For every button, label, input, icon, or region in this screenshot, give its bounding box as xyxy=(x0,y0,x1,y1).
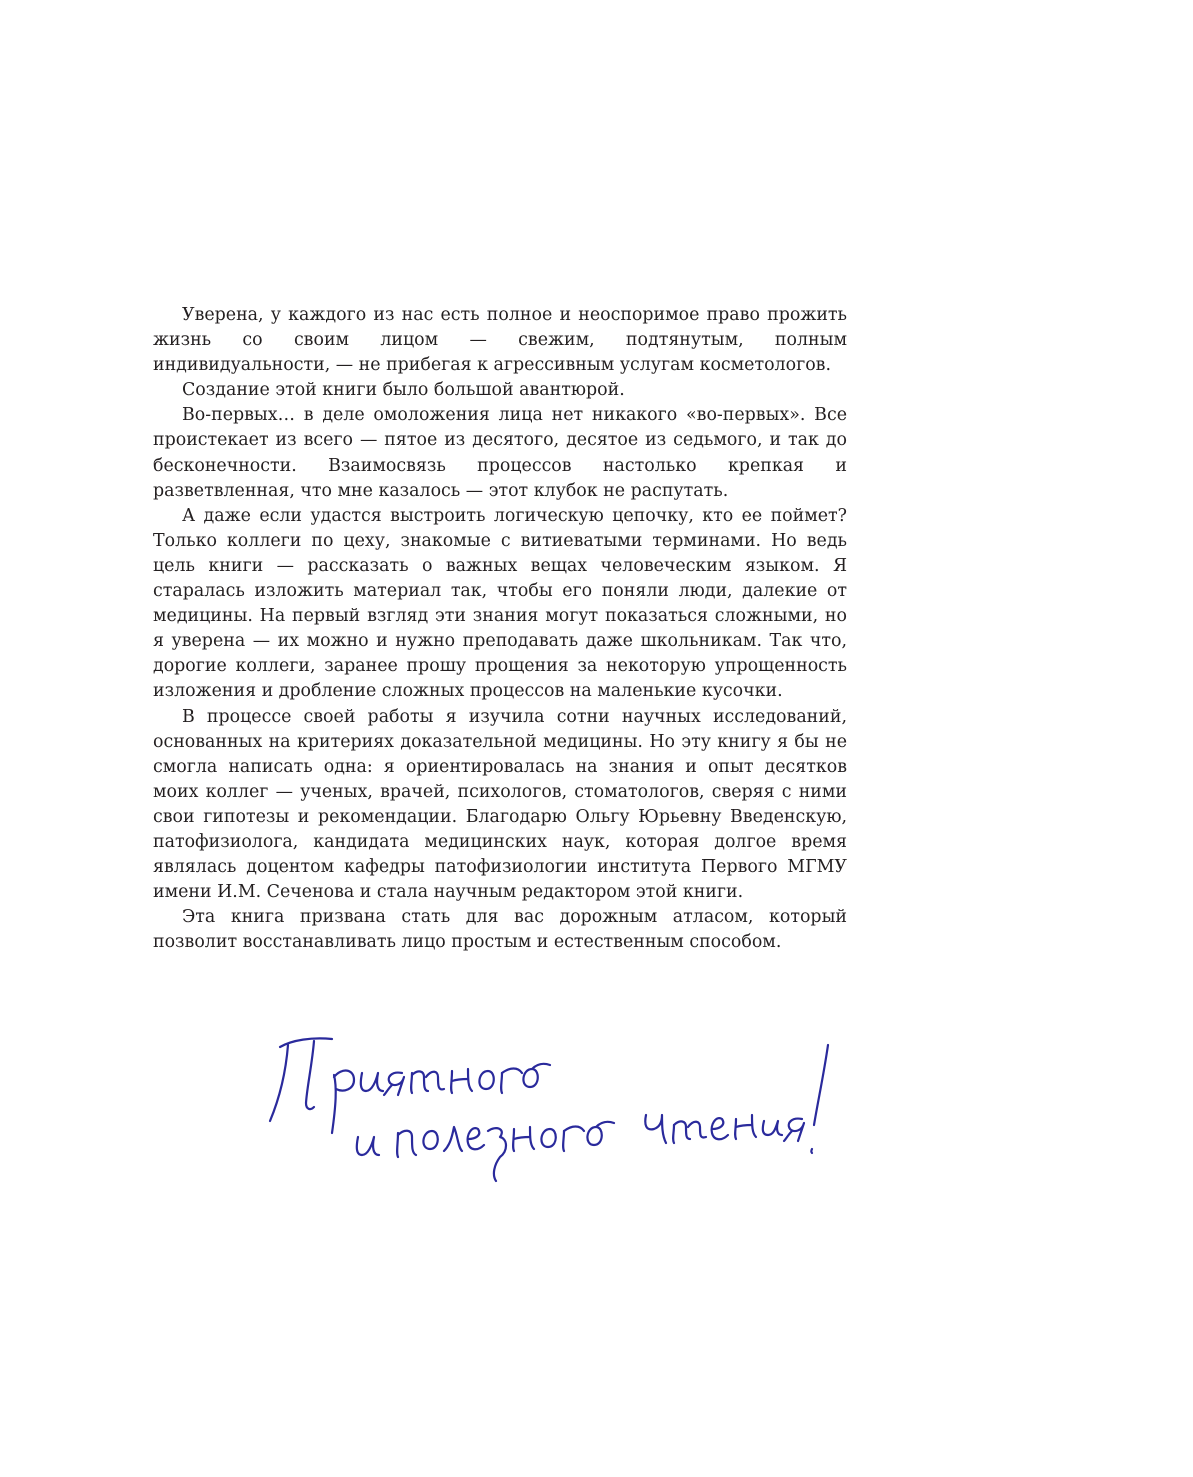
paragraph-1: Уверена, у каждого из нас есть полное и неоспоримое право прожить жизнь со своим лицом — свежим, подтянутым, полным индивидуальности, — не прибегая к агрессивным услугам косметологов. xyxy=(153,305,847,376)
signature-svg xyxy=(262,1025,842,1185)
signature-line-1 xyxy=(270,1038,550,1133)
paragraph-6: Эта книга призвана стать для вас дорожным атласом, который позволит восстанавливать лицо простым и естественным способом. xyxy=(153,907,847,953)
paragraph-4: А даже если удастся выстроить логическую цепочку, кто ее поймет? Только коллеги по цеху, знакомые с витиеватыми терминами. Но ведь цель книги — рассказать о важных вещах человеческим языком. Я старалась изложить материал так, чтобы его поняли люди, далекие от медицины. На первый взгляд эти знания могут показаться сложными, но я уверена — их можно и нужно преподавать даже школьникам. Так что, дорогие коллеги, заранее прошу прощения за некоторую упрощенность изложения и дробление сложных процессов на маленькие кусочки. xyxy=(153,505,847,702)
paragraph-3: Во-первых… в деле омоложения лица нет никакого «во-первых». Все проистекает из всего — пятое из десятого, десятое из седьмого, и так до бесконечности. Взаимосвязь процессов настолько крепкая и разветвленная, что мне казалось — этот клубок не распутать. xyxy=(153,405,847,501)
body-text xyxy=(153,303,847,955)
paragraph-2: Создание этой книги было большой авантюрой. xyxy=(182,380,625,401)
signature-line-2 xyxy=(357,1045,828,1181)
handwritten-signature xyxy=(262,1025,842,1185)
paragraph-5: В процессе своей работы я изучила сотни научных исследований, основанных на критериях доказательной медицины. Но эту книгу я бы не смогла написать одна: я ориентировалась на знания и опыт десятков моих коллег — ученых, врачей, психологов, стоматологов, сверяя с ними свои гипотезы и рекомендации. Благодарю Ольгу Юрьевну Введенскую, патофизиолога, кандидата медицинских наук, которая долгое время являлась доцентом кафедры патофизиологии института Первого МГМУ имени И.М. Сеченова и стала научным редактором этой книги. xyxy=(153,706,847,903)
